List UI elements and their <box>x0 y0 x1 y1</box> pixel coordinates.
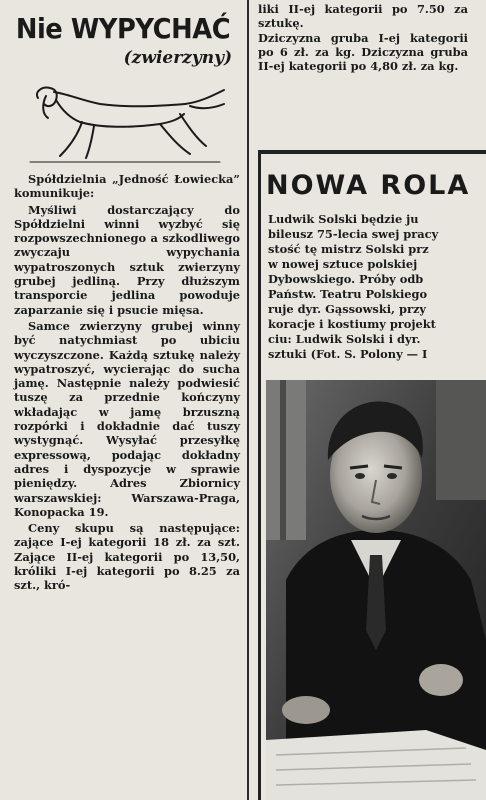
box-border-top <box>258 150 486 154</box>
paragraph: Samce zwierzyny grubej winny być natychmiast po ubiciu wyczyszczone. Każdą sztukę należy wypatroszyć, wycierając do sucha jamę. Następnie należy podwiesić tuszę za przednie kończyny wkładając w jamę brzuszną rozpórki i dokładnie dać tuszy wystygnąć. Wysyłać przesyłkę expressową, podając dokładny adres i dyspozycje w sprawie pieniędzy. Adres Zbiornicy warszawskiej: Warszawa-Praga, Konopacka 19. <box>14 318 240 519</box>
text-line: Państw. Teatru Polskiego <box>268 287 428 301</box>
portrait-photo <box>266 380 486 800</box>
left-article <box>14 14 240 593</box>
column-divider <box>247 0 249 800</box>
text-line: ciu: Ludwik Solski i dyr. <box>268 332 421 346</box>
right-column <box>258 0 486 361</box>
portrait-illustration <box>266 380 486 800</box>
hunting-dog-icon <box>20 74 230 166</box>
article-headline: NOWA ROLA <box>266 170 471 201</box>
article-headline: Nie WYPYCHAĆ <box>15 12 231 45</box>
article-body <box>268 212 486 362</box>
continued-text: liki II-ej kategorii po 7.50 za sztukę. Dziczyzna gruba I-ej kategorii po 6 zł. za kg. Dziczyzna gruba II-ej kategorii po 4,80 zł. za kg. <box>258 2 468 74</box>
article-body <box>14 172 240 593</box>
text-line: Dybowskiego. Próby odb <box>268 272 424 286</box>
paragraph: Myśliwi dostarczający do Spółdzielni winni wyzbyć się rozpowszechnionego a szkodliwego zwyczaju wypychania wypatroszonych sztuk zwierzyny grubej jedliną. Przy dłuższym transporcie jedlina powoduje zaparzanie się i psucie mięsa. <box>14 202 240 317</box>
box-border-left <box>258 150 261 800</box>
text-line: sztuki (Fot. S. Polony — I <box>268 347 428 361</box>
text-line: stość tę mistrz Solski prz <box>268 242 429 256</box>
article-subhead: (zwierzyny) <box>123 48 232 68</box>
text-line: Ludwik Solski będzie ju <box>268 212 419 226</box>
text-line: ruje dyr. Gąssowski, przy <box>268 302 427 316</box>
paragraph: Spółdzielnia „Jedność Łowiecka” komunikuje: <box>14 172 240 201</box>
text-line: w nowej sztuce polskiej <box>268 257 418 271</box>
paragraph: Ceny skupu są następujące: zające I-ej kategorii 18 zł. za szt. Zające II-ej kategorii po 13,50, króliki I-ej kategorii po 8.25 za szt., kró- <box>14 521 240 593</box>
text-line: koracje i kostiumy projekt <box>268 317 436 331</box>
text-line: bileusz 75-lecia swej pracy <box>268 227 439 241</box>
